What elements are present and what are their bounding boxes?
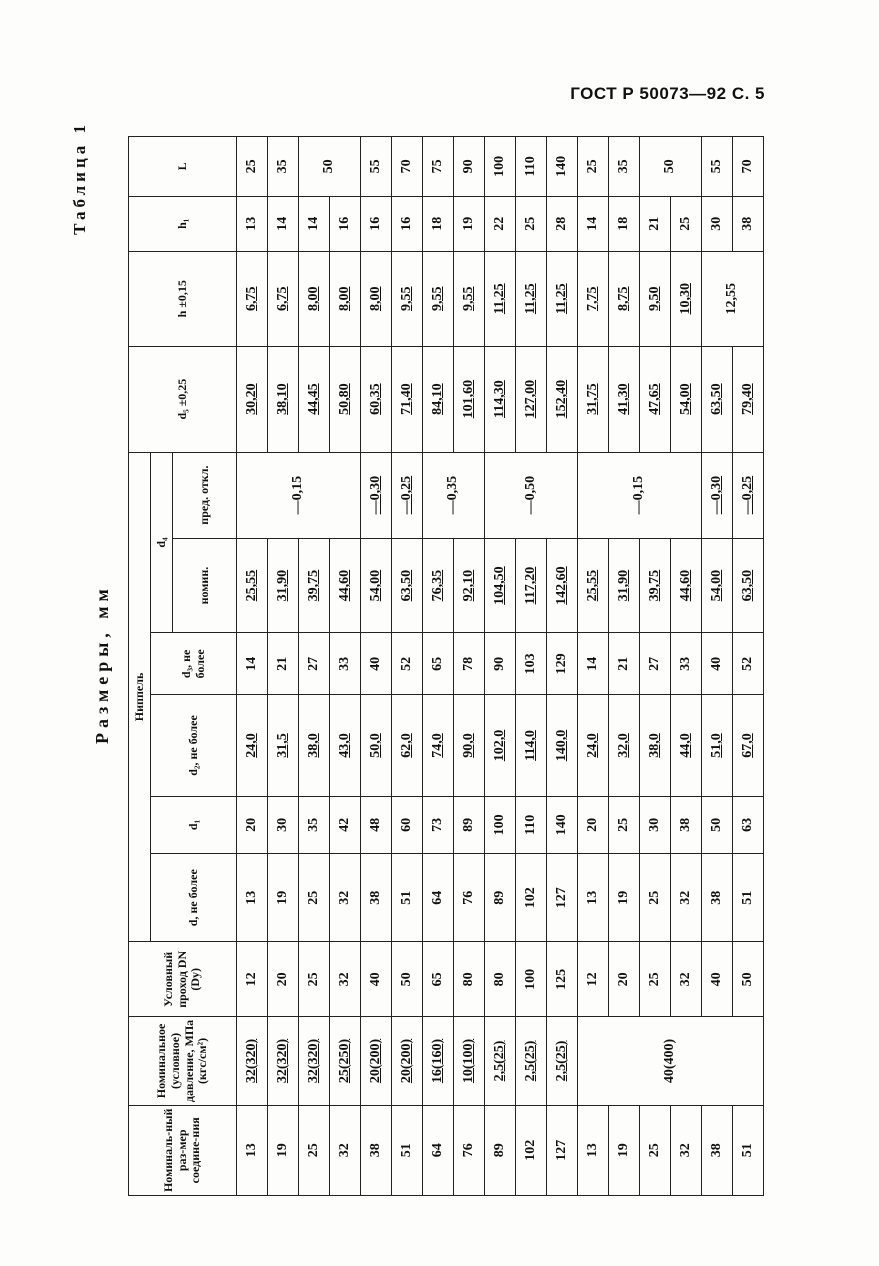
- cell-h1: 28: [547, 196, 578, 251]
- cell-h: 7,75: [578, 251, 609, 346]
- cell-d3: 90: [485, 633, 516, 695]
- table-row: [268, 137, 299, 1196]
- cell-size: 89: [485, 1105, 516, 1195]
- cell-d4: 104,50: [485, 538, 516, 633]
- col-d2: d₂, не более: [151, 695, 237, 796]
- cell-h: 11,25: [485, 251, 516, 346]
- table-row: [578, 137, 609, 1196]
- cell-dn: 50: [392, 942, 423, 1017]
- cell-size: 76: [454, 1105, 485, 1195]
- cell-pressure: 16(160): [423, 1017, 454, 1105]
- cell-size: 51: [392, 1105, 423, 1195]
- cell-d3: 65: [423, 633, 454, 695]
- cell-d2: 38,0: [299, 695, 330, 796]
- cell-size: 25: [640, 1105, 671, 1195]
- cell-d: 13: [237, 854, 268, 942]
- cell-h1: 18: [423, 196, 454, 251]
- cell-d1: 48: [361, 796, 392, 853]
- cell-d4: 54,00: [361, 538, 392, 633]
- table-row: [454, 137, 485, 1196]
- cell-h: 6,75: [237, 251, 268, 346]
- cell-h1: 21: [640, 196, 671, 251]
- cell-d4-tol: —0,30: [702, 452, 733, 538]
- cell-pressure: 32(320): [268, 1017, 299, 1105]
- cell-d1: 60: [392, 796, 423, 853]
- col-L: L: [129, 137, 237, 197]
- cell-d1: 20: [237, 796, 268, 853]
- cell-d2: 44,0: [671, 695, 702, 796]
- table-row: [485, 137, 516, 1196]
- cell-d: 19: [609, 854, 640, 942]
- cell-d5: 63,50: [702, 346, 733, 452]
- table-caption: Таблица 1: [70, 121, 89, 235]
- cell-h1: 22: [485, 196, 516, 251]
- cell-L: 25: [578, 137, 609, 197]
- cell-d1: 35: [299, 796, 330, 853]
- cell-size: 51: [733, 1105, 764, 1195]
- cell-L: 100: [485, 137, 516, 197]
- cell-size: 38: [361, 1105, 392, 1195]
- cell-dn: 125: [547, 942, 578, 1017]
- cell-d4: 25,55: [578, 538, 609, 633]
- cell-d: 32: [330, 854, 361, 942]
- cell-h1: 13: [237, 196, 268, 251]
- cell-size: 13: [237, 1105, 268, 1195]
- cell-dn: 40: [702, 942, 733, 1017]
- cell-dn: 100: [516, 942, 547, 1017]
- cell-h1: 25: [516, 196, 547, 251]
- cell-d5: 50,80: [330, 346, 361, 452]
- cell-h: 9,55: [454, 251, 485, 346]
- cell-L: 90: [454, 137, 485, 197]
- cell-h: 8,00: [361, 251, 392, 346]
- cell-d3: 33: [330, 633, 361, 695]
- cell-L: 25: [237, 137, 268, 197]
- cell-dn: 12: [237, 942, 268, 1017]
- cell-d: 76: [454, 854, 485, 942]
- cell-h: 10,30: [671, 251, 702, 346]
- cell-d2: 74,0: [423, 695, 454, 796]
- cell-d4: 63,50: [392, 538, 423, 633]
- cell-d2: 31,5: [268, 695, 299, 796]
- cell-L: 35: [268, 137, 299, 197]
- cell-h1: 16: [330, 196, 361, 251]
- cell-d5: 71,40: [392, 346, 423, 452]
- cell-d3: 52: [733, 633, 764, 695]
- cell-h1: 38: [733, 196, 764, 251]
- cell-d4-tol: —0,35: [423, 452, 485, 538]
- cell-d5: 60,35: [361, 346, 392, 452]
- cell-d1: 63: [733, 796, 764, 853]
- cell-pressure: 32(320): [299, 1017, 330, 1105]
- col-dn: Условный проход DN (Dy): [129, 942, 237, 1017]
- cell-h: 8,00: [299, 251, 330, 346]
- cell-d5: 84,10: [423, 346, 454, 452]
- cell-dn: 32: [330, 942, 361, 1017]
- cell-h1: 14: [578, 196, 609, 251]
- cell-pressure: 2,5(25): [485, 1017, 516, 1105]
- rotated-table-area: [70, 121, 830, 1196]
- cell-d3: 21: [609, 633, 640, 695]
- cell-L: 110: [516, 137, 547, 197]
- cell-size: 32: [671, 1105, 702, 1195]
- cell-L: 50: [299, 137, 361, 197]
- cell-dn: 25: [299, 942, 330, 1017]
- dimensions-table: [128, 136, 764, 1196]
- cell-d4-tol: —0,50: [485, 452, 578, 538]
- cell-d: 89: [485, 854, 516, 942]
- cell-dn: 25: [640, 942, 671, 1017]
- cell-d5: 38,10: [268, 346, 299, 452]
- cell-L: 140: [547, 137, 578, 197]
- cell-size: 127: [547, 1105, 578, 1195]
- cell-d2: 51,0: [702, 695, 733, 796]
- cell-d4: 76,35: [423, 538, 454, 633]
- cell-d4: 92,10: [454, 538, 485, 633]
- cell-pressure: 25(250): [330, 1017, 361, 1105]
- cell-h: 12,55: [702, 251, 764, 346]
- cell-d4-tol: —0,15: [578, 452, 702, 538]
- cell-d4: 63,50: [733, 538, 764, 633]
- cell-d4: 31,90: [609, 538, 640, 633]
- cell-d1: 73: [423, 796, 454, 853]
- cell-d1: 89: [454, 796, 485, 853]
- cell-d: 51: [733, 854, 764, 942]
- table-row: [237, 137, 268, 1196]
- cell-d5: 101,60: [454, 346, 485, 452]
- group-d4: d₄: [151, 452, 173, 633]
- cell-size: 25: [299, 1105, 330, 1195]
- cell-L: 75: [423, 137, 454, 197]
- cell-d4: 39,75: [640, 538, 671, 633]
- cell-d5: 30,20: [237, 346, 268, 452]
- cell-d1: 38: [671, 796, 702, 853]
- col-d4-tolerance: пред. откл.: [173, 452, 237, 538]
- cell-pressure: 40(400): [578, 1017, 764, 1105]
- cell-d1: 42: [330, 796, 361, 853]
- cell-h1: 16: [361, 196, 392, 251]
- cell-d: 51: [392, 854, 423, 942]
- cell-d5: 31,75: [578, 346, 609, 452]
- cell-d2: 24,0: [578, 695, 609, 796]
- cell-dn: 12: [578, 942, 609, 1017]
- cell-d: 64: [423, 854, 454, 942]
- cell-d3: 103: [516, 633, 547, 695]
- cell-h: 6,75: [268, 251, 299, 346]
- col-d: d, не более: [151, 854, 237, 942]
- cell-d: 38: [361, 854, 392, 942]
- cell-d3: 14: [578, 633, 609, 695]
- cell-d3: 78: [454, 633, 485, 695]
- col-d4-nominal: номин.: [173, 538, 237, 633]
- cell-d1: 20: [578, 796, 609, 853]
- cell-d4: 25,55: [237, 538, 268, 633]
- cell-d1: 25: [609, 796, 640, 853]
- cell-h: 11,25: [516, 251, 547, 346]
- cell-L: 35: [609, 137, 640, 197]
- cell-d5: 114,30: [485, 346, 516, 452]
- cell-h: 11,25: [547, 251, 578, 346]
- table-row: [392, 137, 423, 1196]
- cell-d5: 127,00: [516, 346, 547, 452]
- cell-h: 8,00: [330, 251, 361, 346]
- cell-d4: 44,60: [330, 538, 361, 633]
- cell-d2: 62,0: [392, 695, 423, 796]
- cell-L: 55: [361, 137, 392, 197]
- table-row: [361, 137, 392, 1196]
- cell-h1: 25: [671, 196, 702, 251]
- cell-d2: 43,0: [330, 695, 361, 796]
- cell-h1: 19: [454, 196, 485, 251]
- col-h: h ±0,15: [129, 251, 237, 346]
- cell-d5: 47,65: [640, 346, 671, 452]
- cell-L: 55: [702, 137, 733, 197]
- cell-h: 9,55: [392, 251, 423, 346]
- cell-d2: 90,0: [454, 695, 485, 796]
- cell-dn: 65: [423, 942, 454, 1017]
- cell-size: 64: [423, 1105, 454, 1195]
- cell-d2: 67,0: [733, 695, 764, 796]
- cell-d4: 39,75: [299, 538, 330, 633]
- cell-dn: 20: [609, 942, 640, 1017]
- cell-d: 13: [578, 854, 609, 942]
- cell-size: 13: [578, 1105, 609, 1195]
- cell-d: 25: [640, 854, 671, 942]
- cell-L: 70: [733, 137, 764, 197]
- cell-d: 127: [547, 854, 578, 942]
- cell-dn: 80: [454, 942, 485, 1017]
- cell-d4: 54,00: [702, 538, 733, 633]
- cell-d5: 152,40: [547, 346, 578, 452]
- table-row: [423, 137, 454, 1196]
- cell-d2: 114,0: [516, 695, 547, 796]
- cell-d1: 140: [547, 796, 578, 853]
- col-nominal-size: Номиналь-ный раз-мер соедине-ния: [129, 1105, 237, 1195]
- cell-size: 38: [702, 1105, 733, 1195]
- cell-d2: 140,0: [547, 695, 578, 796]
- cell-d: 102: [516, 854, 547, 942]
- table-row: [516, 137, 547, 1196]
- cell-d3: 40: [361, 633, 392, 695]
- cell-h1: 30: [702, 196, 733, 251]
- cell-d2: 50,0: [361, 695, 392, 796]
- cell-L: 50: [640, 137, 702, 197]
- cell-d2: 24,0: [237, 695, 268, 796]
- cell-d1: 100: [485, 796, 516, 853]
- cell-d4: 44,60: [671, 538, 702, 633]
- cell-d3: 40: [702, 633, 733, 695]
- cell-dn: 80: [485, 942, 516, 1017]
- cell-d3: 21: [268, 633, 299, 695]
- cell-d: 19: [268, 854, 299, 942]
- cell-dn: 50: [733, 942, 764, 1017]
- cell-d: 38: [702, 854, 733, 942]
- table-row: [299, 137, 330, 1196]
- col-d3: d₃, не более: [151, 633, 237, 695]
- cell-d1: 30: [640, 796, 671, 853]
- cell-d4-tol: —0,30: [361, 452, 392, 538]
- cell-d: 32: [671, 854, 702, 942]
- cell-h1: 14: [299, 196, 330, 251]
- table-title: Размеры, мм: [92, 584, 112, 744]
- cell-d: 25: [299, 854, 330, 942]
- cell-size: 32: [330, 1105, 361, 1195]
- table-row: [330, 137, 361, 1196]
- cell-dn: 20: [268, 942, 299, 1017]
- cell-dn: 40: [361, 942, 392, 1017]
- cell-pressure: 32(320): [237, 1017, 268, 1105]
- col-h1: h₁: [129, 196, 237, 251]
- cell-pressure: 10(100): [454, 1017, 485, 1105]
- page-header: ГОСТ Р 50073—92 С. 5: [570, 84, 765, 103]
- cell-d4: 142,60: [547, 538, 578, 633]
- cell-size: 19: [609, 1105, 640, 1195]
- cell-pressure: 2,5(25): [547, 1017, 578, 1105]
- cell-d1: 50: [702, 796, 733, 853]
- col-d5: d₅ ±0,25: [129, 346, 237, 452]
- cell-d1: 30: [268, 796, 299, 853]
- cell-d3: 27: [640, 633, 671, 695]
- cell-h1: 18: [609, 196, 640, 251]
- cell-pressure: 20(200): [392, 1017, 423, 1105]
- cell-d4-tol: —0,15: [237, 452, 361, 538]
- cell-d3: 33: [671, 633, 702, 695]
- cell-d4-tol: —0,25: [733, 452, 764, 538]
- cell-h1: 16: [392, 196, 423, 251]
- cell-d4: 31,90: [268, 538, 299, 633]
- cell-d5: 79,40: [733, 346, 764, 452]
- cell-size: 102: [516, 1105, 547, 1195]
- cell-h1: 14: [268, 196, 299, 251]
- cell-d2: 38,0: [640, 695, 671, 796]
- cell-L: 70: [392, 137, 423, 197]
- cell-d2: 32,0: [609, 695, 640, 796]
- cell-size: 19: [268, 1105, 299, 1195]
- col-pressure: Номинальное (условное) давление, МПа (кгс/см²): [129, 1017, 237, 1105]
- cell-d3: 52: [392, 633, 423, 695]
- table-row: [547, 137, 578, 1196]
- cell-d4-tol: —0,25: [392, 452, 423, 538]
- cell-d3: 129: [547, 633, 578, 695]
- cell-d3: 27: [299, 633, 330, 695]
- cell-pressure: 2,5(25): [516, 1017, 547, 1105]
- group-nipple: Ниппель: [129, 452, 151, 942]
- cell-d5: 41,30: [609, 346, 640, 452]
- cell-d3: 14: [237, 633, 268, 695]
- cell-d4: 117,20: [516, 538, 547, 633]
- cell-pressure: 20(200): [361, 1017, 392, 1105]
- cell-d5: 44,45: [299, 346, 330, 452]
- cell-d1: 110: [516, 796, 547, 853]
- cell-dn: 32: [671, 942, 702, 1017]
- cell-h: 9,55: [423, 251, 454, 346]
- cell-h: 8,75: [609, 251, 640, 346]
- col-d1: d₁: [151, 796, 237, 853]
- cell-d2: 102,0: [485, 695, 516, 796]
- cell-d5: 54,00: [671, 346, 702, 452]
- cell-h: 9,50: [640, 251, 671, 346]
